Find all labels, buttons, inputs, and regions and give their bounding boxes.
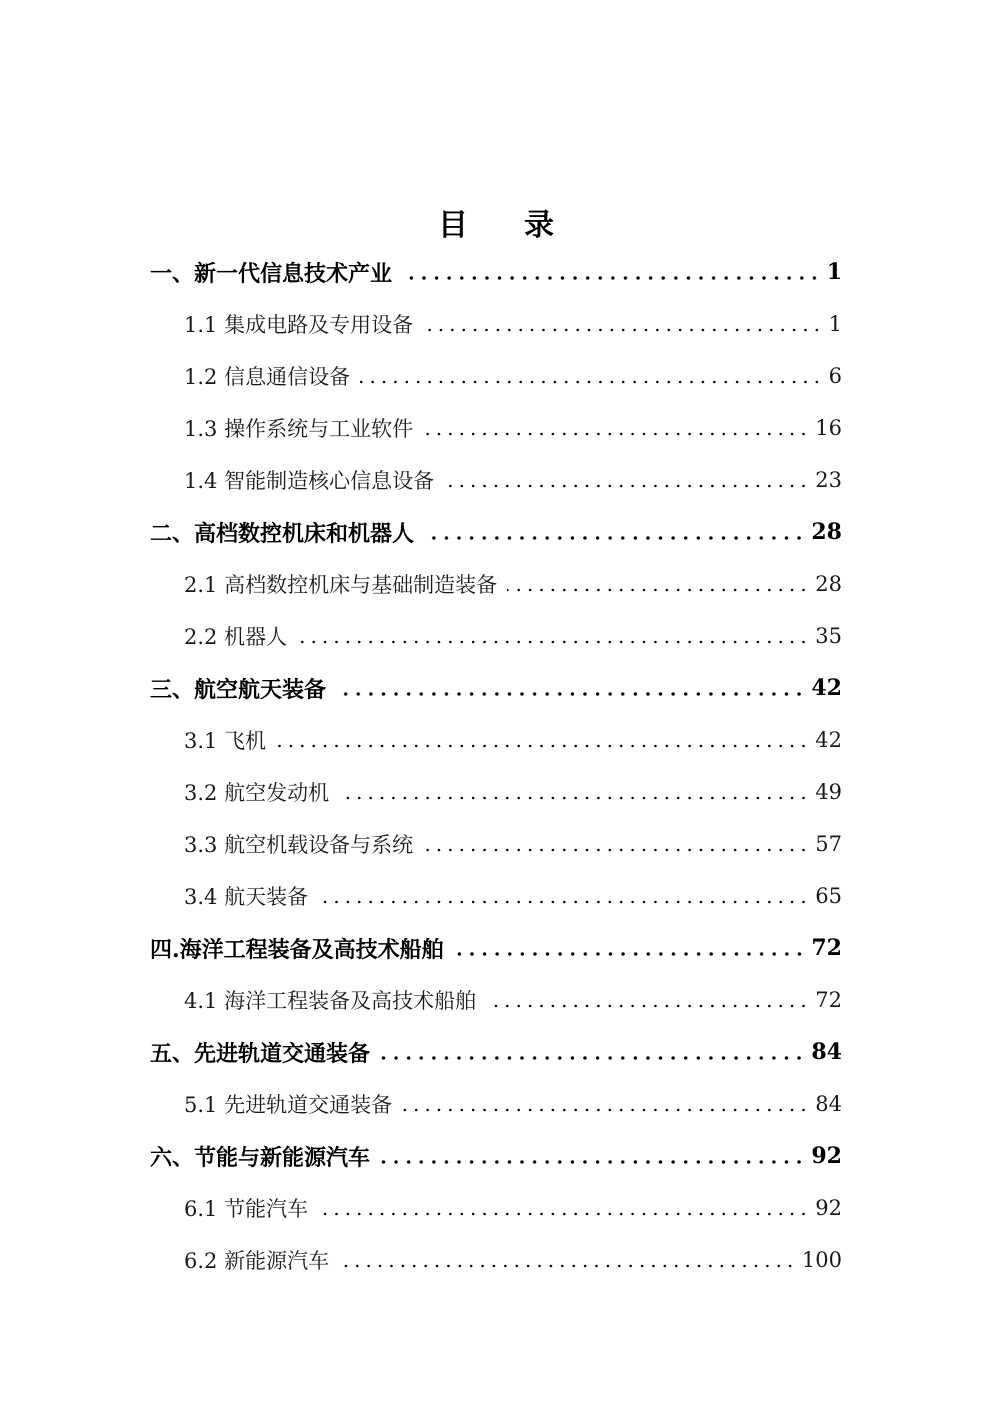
toc-entry-chapter-3[interactable] [150,662,842,714]
toc-entry-section-3-4[interactable] [184,870,842,922]
toc-entry-page: 1 [828,312,842,336]
dot-leader [402,276,821,280]
dot-leader [423,432,809,436]
dot-leader [423,328,823,332]
toc-entry-section-3-3[interactable] [184,818,842,870]
dot-leader [402,1108,809,1112]
toc-entry-page: 28 [811,519,842,545]
toc-entry-page: 16 [815,416,842,440]
toc-entry-page: 92 [815,1196,842,1220]
dot-leader [454,952,806,956]
toc-entry-section-3-1[interactable] [184,714,842,766]
toc-entry-label: 1.1 集成电路及专用设备 [184,313,414,337]
dot-leader [318,900,809,904]
toc-entry-section-6-2[interactable] [184,1234,842,1286]
toc-entry-label: 1.3 操作系统与工业软件 [184,417,414,441]
dot-leader [380,1160,805,1164]
toc-entry-chapter-6[interactable] [150,1130,842,1182]
toc-entry-label: 6.2 新能源汽车 [184,1249,330,1273]
dot-leader [507,588,809,592]
toc-entry-label: 四.海洋工程装备及高技术船舶 [150,936,444,963]
toc-entry-page: 6 [828,364,842,388]
toc-entry-page: 65 [815,884,842,908]
dot-leader [318,1212,809,1216]
toc-entry-label: 1.4 智能制造核心信息设备 [184,469,435,493]
toc-entry-page: 35 [815,624,842,648]
dot-leader [380,1056,805,1060]
dot-leader [486,1004,809,1008]
dot-leader [423,848,809,852]
toc-title-char-2: 录 [524,208,554,243]
toc-entry-page: 49 [815,780,842,804]
toc-entry-page: 57 [815,832,842,856]
toc-entry-label: 2.1 高档数控机床与基础制造装备 [184,573,498,597]
toc-entry-page: 100 [801,1248,842,1272]
toc-entry-label: 3.3 航空机载设备与系统 [184,833,414,857]
toc-entry-label: 3.4 航天装备 [184,885,309,909]
toc-entry-chapter-5[interactable] [150,1026,842,1078]
toc-entry-label: 六、节能与新能源汽车 [150,1144,371,1171]
dot-leader [276,744,809,748]
toc-entry-chapter-2[interactable] [150,506,842,558]
toc-entry-label: 五、先进轨道交通装备 [150,1040,371,1067]
toc-entry-section-1-4[interactable] [184,454,842,506]
dot-leader [297,640,809,644]
toc-entry-label: 二、高档数控机床和机器人 [150,520,415,547]
toc-entry-label: 2.2 机器人 [184,625,288,649]
toc-entry-section-1-2[interactable] [184,350,842,402]
toc-entry-label: 3.2 航空发动机 [184,781,330,805]
toc-entry-section-5-1[interactable] [184,1078,842,1130]
toc-entry-section-1-3[interactable] [184,402,842,454]
toc-title-char-1: 目 [438,208,468,243]
toc-entry-page: 72 [815,988,842,1012]
toc-entry-page: 92 [811,1143,842,1169]
toc-entry-section-3-2[interactable] [184,766,842,818]
toc-entry-page: 84 [815,1092,842,1116]
toc-entry-label: 1.2 信息通信设备 [184,365,351,389]
dot-leader [339,1264,796,1268]
toc-entry-chapter-1[interactable] [150,246,842,298]
toc-entry-label: 5.1 先进轨道交通装备 [184,1093,393,1117]
toc-entry-page: 42 [811,675,842,701]
dot-leader [360,380,823,384]
toc-entry-page: 42 [815,728,842,752]
toc-title [0,206,992,246]
dot-leader [336,692,805,696]
toc-entry-page: 72 [811,935,842,961]
toc-entry-label: 6.1 节能汽车 [184,1197,309,1221]
dot-leader [339,796,809,800]
toc-entry-section-4-1[interactable] [184,974,842,1026]
toc-entry-label: 3.1 飞机 [184,729,267,753]
dot-leader [444,484,809,488]
toc-entry-section-6-1[interactable] [184,1182,842,1234]
toc-entry-page: 1 [826,259,842,285]
toc-entry-page: 28 [815,572,842,596]
toc-entry-page: 84 [811,1039,842,1065]
toc-entry-section-2-1[interactable] [184,558,842,610]
dot-leader [424,536,805,540]
toc-entry-label: 三、航空航天装备 [150,676,327,703]
toc-entry-page: 23 [815,468,842,492]
toc-entry-label: 4.1 海洋工程装备及高技术船舶 [184,989,477,1013]
toc-entry-section-2-2[interactable] [184,610,842,662]
toc-entry-section-1-1[interactable] [184,298,842,350]
toc-entry-label: 一、新一代信息技术产业 [150,260,393,287]
toc-entry-chapter-4[interactable] [150,922,842,974]
